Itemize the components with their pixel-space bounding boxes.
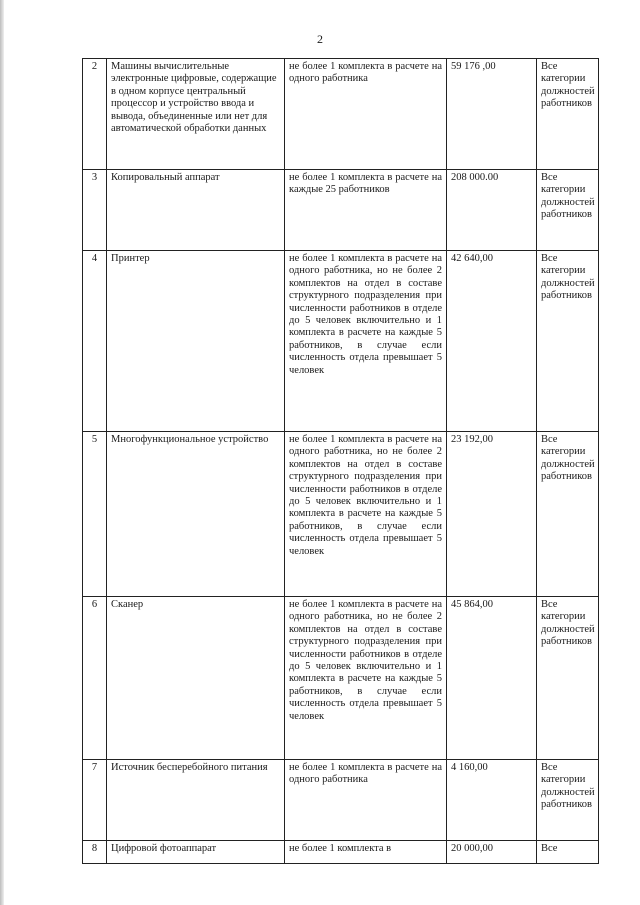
quantity-norm: не более 1 комплекта в [285,841,447,864]
quantity-norm: не более 1 комплекта в расчете на одного работника, но не более 2 комплектов на отдел в составе структурного подразделения при численности работников в отделе до 5 человек включительно и 1 комплекта в расчете на каждые 5 работников, в случае если численность отдела превышает 5 человек [285,251,447,432]
price-limit: 20 000,00 [447,841,537,864]
equipment-norms-table [82,58,599,864]
row-number: 5 [83,432,107,597]
row-number: 8 [83,841,107,864]
price-limit: 23 192,00 [447,432,537,597]
category-cell [537,59,599,170]
price-limit: 45 864,00 [447,597,537,760]
table-row [83,59,599,170]
item-name: Копировальный аппарат [107,170,285,251]
employee-category: Все категории должностей работников [541,762,595,811]
price-limit: 4 160,00 [447,760,537,841]
table-row [83,760,599,841]
table-row [83,841,599,864]
category-cell [537,170,599,251]
item-name: Источник бесперебойного питания [107,760,285,841]
employee-category: Все категории должностей работников [541,434,595,483]
item-name: Принтер [107,251,285,432]
quantity-norm: не более 1 комплекта в расчете на одного работника, но не более 2 комплектов на отдел в составе структурного подразделения при численности работников в отделе до 5 человек включительно и 1 комплекта в расчете на каждые 5 работников, в случае если численность отдела превышает 5 человек [285,432,447,597]
employee-category: Все категории должностей работников [541,172,595,221]
item-name: Цифровой фотоаппарат [107,841,285,864]
table-row [83,597,599,760]
item-name: Многофункциональное устройство [107,432,285,597]
item-name: Сканер [107,597,285,760]
page-number: 2 [317,32,323,46]
scan-binder-edge [0,0,4,905]
quantity-norm: не более 1 комплекта в расчете на каждые 25 работников [285,170,447,251]
category-cell [537,251,599,432]
quantity-norm: не более 1 комплекта в расчете на одного работника [285,59,447,170]
employee-category: Все категории должностей работников [541,253,595,302]
row-number: 3 [83,170,107,251]
row-number: 7 [83,760,107,841]
category-cell [537,597,599,760]
employee-category: Все категории должностей работников [541,599,595,648]
category-cell [537,432,599,597]
category-cell [537,841,599,864]
table-row [83,170,599,251]
price-limit: 208 000.00 [447,170,537,251]
table-row [83,251,599,432]
row-number: 2 [83,59,107,170]
employee-category: Все категории должностей работников [541,61,595,110]
price-limit: 42 640,00 [447,251,537,432]
employee-category: Все [541,843,558,854]
quantity-norm: не более 1 комплекта в расчете на одного работника, но не более 2 комплектов на отдел в составе структурного подразделения при численности работников в отделе до 5 человек включительно и 1 комплекта в расчете на каждые 5 работников, в случае если численность отдела превышает 5 человек [285,597,447,760]
row-number: 6 [83,597,107,760]
item-name: Машины вычислительные электронные цифровые, содержащие в одном корпусе центральный процессор и устройство ввода и вывода, объединенные или нет для автоматической обработки данных [107,59,285,170]
row-number: 4 [83,251,107,432]
quantity-norm: не более 1 комплекта в расчете на одного работника [285,760,447,841]
price-limit: 59 176 ,00 [447,59,537,170]
table-row [83,432,599,597]
category-cell [537,760,599,841]
